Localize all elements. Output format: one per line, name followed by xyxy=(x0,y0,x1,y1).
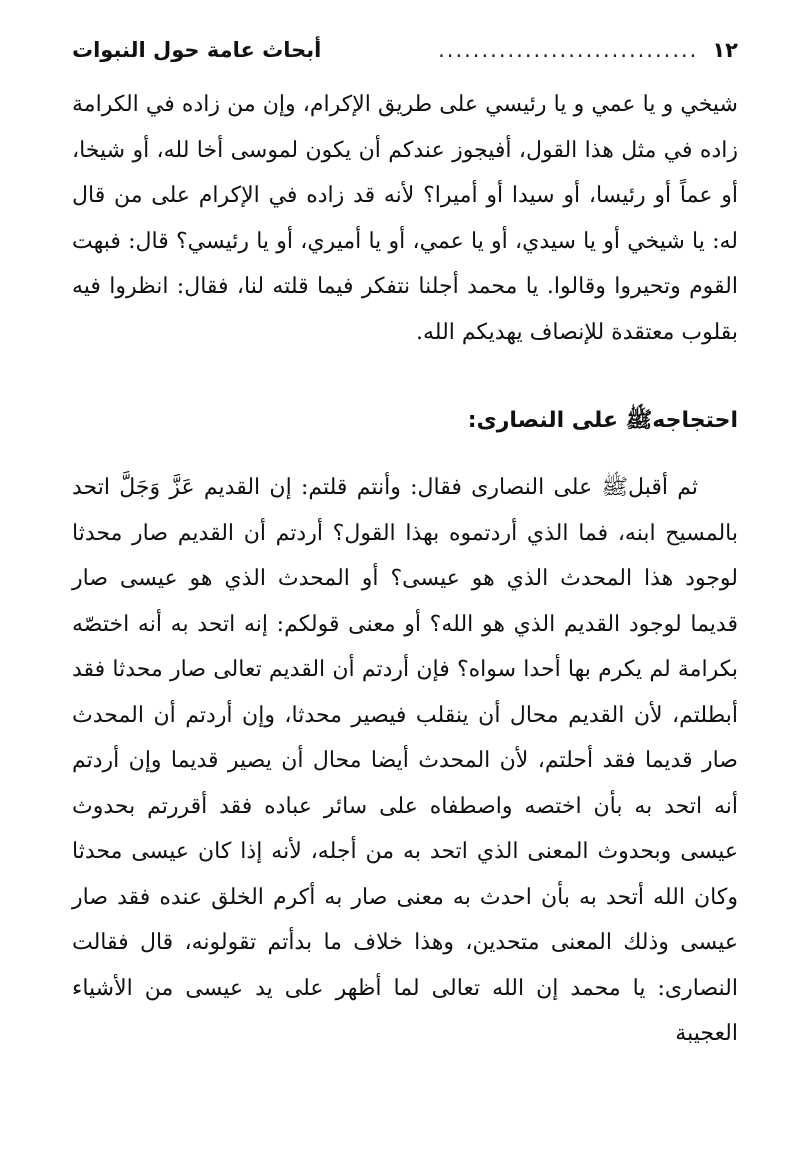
body-paragraph-1: شيخي و يا عمي و يا رئيسي على طريق الإكرام، وإن من زاده في الكرامة زاده في مثل هذا القول، أفيجوز عندكم أن يكون لموسى أخا لله، أو شيخا، أو عماً أو رئيسا، أو سيدا أو أميرا؟ لأنه قد زاده في الإكرام على من قال له: يا شيخي أو يا سيدي، أو يا عمي، أو يا أميري، أو يا رئيسي؟ قال: فبهت القوم وتحيروا وقالوا. يا محمد أجلنا نتفكر فيما قلته لنا، فقال: انظروا فيه بقلوب معتقدة للإنصاف يهديكم الله. xyxy=(72,92,738,345)
running-header xyxy=(72,38,738,82)
body-paragraph-2: ثم أقبلﷺ على النصارى فقال: وأنتم قلتم: إن القديم عَزَّ وَجَلَّ اتحد بالمسيح ابنه، فما الذي أردتموه بهذا القول؟ أردتم أن القديم صار محدثا لوجود هذا المحدث الذي هو عيسى؟ أو المحدث الذي هو عيسى صار قديما لوجود القديم الذي هو الله؟ أو معنى قولكم: إنه اتحد به أنه اختصّه بكرامة لم يكرم بها أحدا سواه؟ فإن أردتم أن القديم تعالى صار محدثا فقد أبطلتم، لأن القديم محال أن ينقلب فيصير محدثا، وإن أردتم أن المحدث صار قديما فقد أحلتم، لأن المحدث أيضا محال أن يصير قديما وإن أردتم أنه اتحد به بأن اختصه واصطفاه على سائر عباده فقد أقررتم بحدوث عيسى وبحدوث المعنى الذي اتحد به من أجله، لأنه إذا كان عيسى محدثا وكان الله أتحد به بأن احدث به معنى صار به أكرم الخلق عنده فقد صار عيسى وذلك المعنى متحدين، وهذا خلاف ما بدأتم تقولونه، قال فقالت النصارى: يا محمد إن الله تعالى لما أظهر على يد عيسى من الأشياء العجيبة xyxy=(72,475,738,1046)
section-heading: احتجاجهﷺ على النصارى: xyxy=(467,408,738,433)
page-number: ١٢ xyxy=(712,38,738,62)
header-dot-leader: .............................. xyxy=(438,38,699,62)
document-page xyxy=(72,38,738,1125)
book-title: أبحاث عامة حول النبوات xyxy=(72,38,322,62)
